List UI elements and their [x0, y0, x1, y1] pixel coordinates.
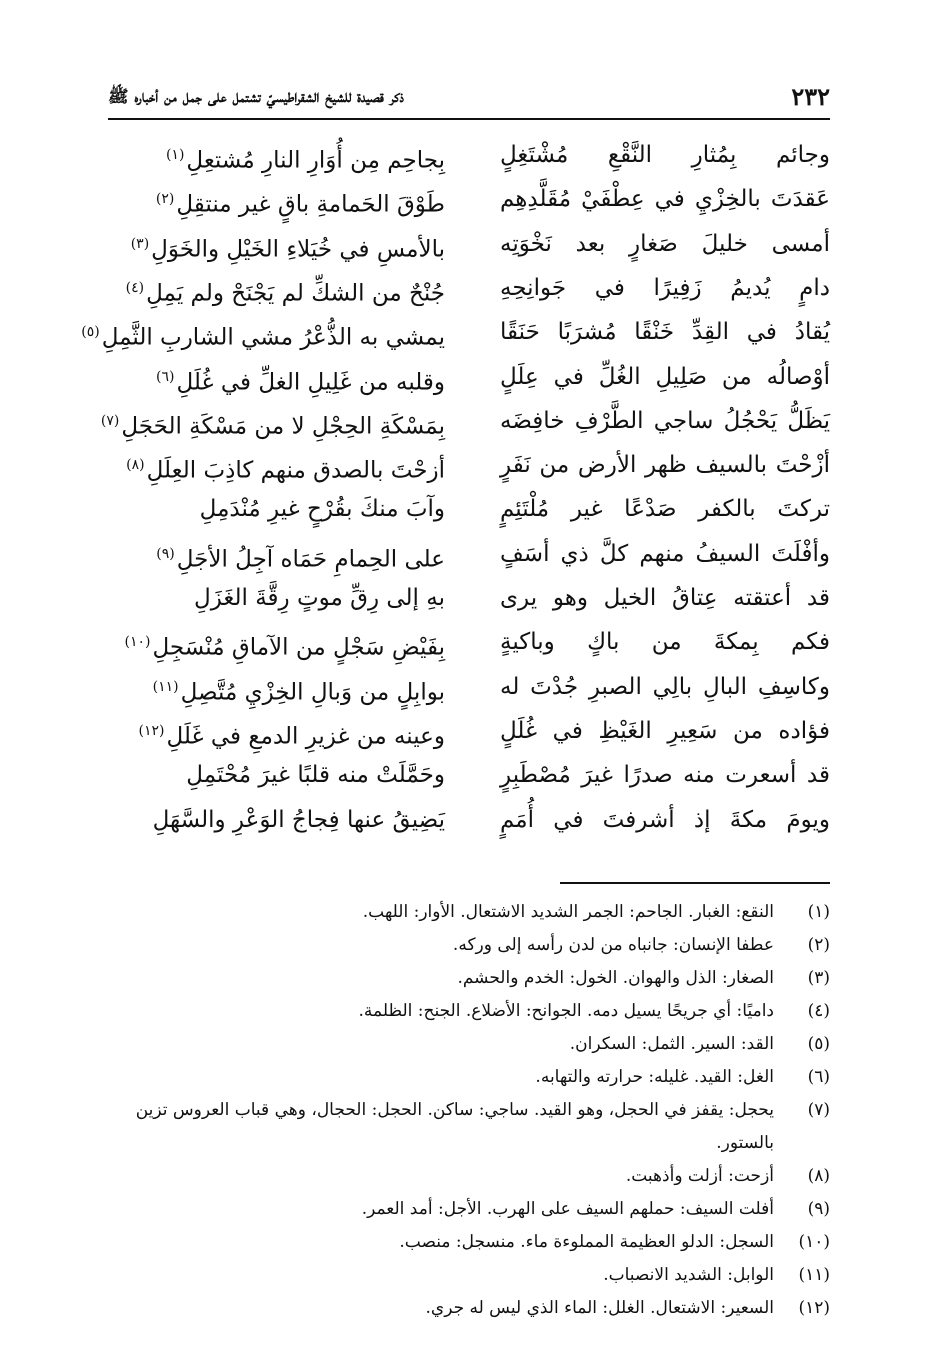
- verse-first-hemistich: قد أعتقته عِتاقُ الخيل وهو يرى: [500, 585, 830, 611]
- footnote: [86, 1226, 830, 1259]
- footnote-text: النقع: الغبار. الجاحم: الجمر الشديد الاشتعال. الأوار: اللهب.: [362, 902, 774, 922]
- verse-first-hemistich: فكم بِمكةَ من باكٍ وباكيةٍ: [500, 629, 830, 656]
- header-rule: [108, 118, 830, 120]
- footnote: [86, 1193, 830, 1226]
- footnote-marker: (١٢): [138, 722, 165, 739]
- footnote-marker: (٣): [130, 235, 150, 252]
- verse-first-hemistich: أمسى خليلَ صَغارٍ بعد نَخْوَتِه: [500, 230, 830, 257]
- verse-second-hemistich: [115, 442, 445, 488]
- footnote-number: (٤): [807, 1001, 830, 1021]
- running-head: ذكر قصيدة للشيخ الشقراطيسيّ تشتمل على جمل من أخباره ﷺ: [108, 87, 404, 107]
- hemistich-text: بِجاحِم مِن أُوَارِ النارِ مُشتعِلِ: [186, 147, 445, 174]
- footnote: [86, 1160, 830, 1193]
- verse-second-hemistich: [115, 132, 445, 178]
- verse: [118, 442, 830, 488]
- footnote-text: القد: السير. الثمل: السكران.: [569, 1034, 774, 1054]
- verse-first-hemistich: قد أسعرت منه صدرًا غيرَ مُصْطَبِرٍ: [500, 762, 830, 789]
- footnote-text: الغل: القيد. غليله: حرارته والتهابه.: [535, 1067, 774, 1087]
- verse-second-hemistich: [115, 664, 445, 710]
- footnote-text: السعير: الاشتعال. الغلل: الماء الذي ليس له جري.: [425, 1298, 774, 1318]
- hemistich-text: جُنْحٌ من الشكِّ لم يَجْنَحْ ولم يَمِلِ: [146, 280, 445, 307]
- footnote-text: الوابل: الشديد الانصباب.: [603, 1265, 774, 1285]
- footnote-number: (٩): [807, 1199, 830, 1219]
- verse-first-hemistich: دامٍ يُديمُ زَفِيرًا في جَوانِحِهِ: [500, 274, 830, 301]
- footnote: [86, 1061, 830, 1094]
- footnote-number: (١١): [798, 1265, 830, 1285]
- verse: [118, 132, 830, 178]
- footnote: [86, 962, 830, 995]
- footnote-number: (٦): [807, 1067, 830, 1087]
- verse: [118, 486, 830, 532]
- hemistich-text: طَوْقَ الحَمامةِ باقٍ غير منتقِلِ: [176, 191, 445, 218]
- verse: [118, 531, 830, 577]
- hemistich-text: بِفَيْضِ سَجْلٍ من الآماقِ مُنْسَجِلِ: [152, 634, 445, 661]
- hemistich-text: وآبَ منكَ بقُرْحٍ غيرِ مُنْدَمِلِ: [199, 496, 445, 523]
- verse-second-hemistich: [115, 531, 445, 577]
- verse: [118, 354, 830, 400]
- footnote-number: (١): [807, 902, 830, 922]
- footnote-marker: (٩): [156, 545, 175, 562]
- footnote-marker: (٦): [156, 368, 175, 385]
- hemistich-text: يمشي به الذُّعْرُ مشي الشاربِ الثَّمِلِ: [101, 324, 445, 351]
- verse: [118, 221, 830, 267]
- hemistich-text: وعينه من غزيرِ الدمعِ في غَلَلِ: [166, 723, 445, 750]
- footnote-number: (٧): [807, 1100, 830, 1120]
- verse-first-hemistich: وأفْلَتَ السيفُ منهم كلَّ ذي أسَفٍ: [500, 540, 830, 567]
- verse-second-hemistich: [115, 575, 445, 621]
- verse-first-hemistich: أوْصالُه من صَلِيلِ الغُلِّ في عِلَلٍ: [500, 363, 830, 390]
- footnote-text: عطفا الإنسان: جانباه من لدن رأسه إلى وركه.: [452, 935, 774, 955]
- verse-second-hemistich: [81, 309, 445, 355]
- verse: [118, 619, 830, 665]
- hemistich-text: وحَمَّلَتْ منه قلبًا غيرَ مُحْتَمِلِ: [186, 762, 445, 789]
- footnote-number: (٨): [807, 1166, 830, 1186]
- hemistich-text: على الحِمامِ حَمَاه آجِلُ الأجَلِ: [176, 546, 445, 573]
- footnote-text: أزحت: أزلت وأذهبت.: [625, 1166, 774, 1186]
- verse: [81, 309, 830, 355]
- verse-first-hemistich: عَقدَتَ بالخِزْيِ في عِطْفَيْ مُقَلَّدِهِم: [500, 186, 830, 213]
- footnote-text: الصغار: الذل والهوان. الخول: الخدم والحشم.: [457, 968, 774, 988]
- footnote: [86, 1292, 830, 1325]
- footnote-marker: (٢): [155, 191, 175, 208]
- footnote: [86, 995, 830, 1028]
- verse-first-hemistich: وكاسِفِ البالِ بالِي الصبرِ جُدْتَ له: [500, 673, 830, 700]
- footnote: [86, 1094, 830, 1160]
- footnote-number: (٢): [807, 935, 830, 955]
- footnote-marker: (١): [165, 147, 185, 163]
- hemistich-text: بوابِلٍ من وَبالِ الخِزْيِ مُتَّصِلِ: [180, 679, 445, 706]
- footnote-text: داميًا: أي جريحًا يسيل دمه. الجوانح: الأضلاع. الجنح: الظلمة.: [358, 1001, 774, 1021]
- hemistich-text: بهِ إلى رِقِّ موتٍ رِقَّةَ الغَزَلِ: [194, 585, 445, 611]
- verse-second-hemistich: [100, 398, 445, 444]
- verse-second-hemistich: [115, 354, 445, 400]
- footnote: [86, 1259, 830, 1292]
- page-number: ٢٣٢: [791, 82, 830, 111]
- page-header: [108, 78, 830, 118]
- footnotes: [86, 896, 830, 1325]
- verse: [118, 708, 830, 754]
- footnote-number: (١٠): [798, 1232, 830, 1252]
- hemistich-text: بالأمسِ في خُيَلاءِ الخَيْلِ والخَوَلِ: [151, 236, 445, 263]
- footnote-marker: (٤): [125, 279, 145, 296]
- verse-first-hemistich: يَظَلُّ يَحْجُلُ ساجي الطَّرْفِ خافِضَه: [500, 407, 830, 434]
- footnote-text: أفلت السيف: حملهم السيف على الهرب. الأجل: أمد العمر.: [361, 1199, 774, 1219]
- footnote-number: (١٢): [798, 1298, 830, 1318]
- verse: [118, 664, 830, 710]
- verse-second-hemistich: [115, 708, 445, 754]
- verse: [118, 265, 830, 311]
- verse-second-hemistich: [115, 619, 445, 665]
- footnote: [86, 929, 830, 962]
- verse: [100, 398, 830, 444]
- footnote-marker: (٨): [126, 457, 145, 474]
- verse-first-hemistich: تركتَ بالكفر صَدْعًا غير مُلْتَئِمٍ: [500, 496, 830, 523]
- verse-second-hemistich: [115, 486, 445, 532]
- verse-first-hemistich: يُقادُ في القِدِّ خَنْقًا مُشرَبًا حَنَقًا: [500, 319, 830, 346]
- footnote-number: (٥): [807, 1034, 830, 1054]
- verse-first-hemistich: ويومَ مكةَ إذ أشرفتَ في أُمَمٍ: [500, 806, 830, 833]
- verse: [118, 575, 830, 621]
- verse-first-hemistich: فؤاده من سَعِيرِ الغَيْظِ في غُلَلٍ: [500, 717, 830, 744]
- verse-first-hemistich: وجائم بِمُثارِ النَّقْعِ مُشْتَغِلٍ: [500, 142, 830, 168]
- footnote-text: السجل: الدلو العظيمة المملوءة ماء. منسجل: منصب.: [399, 1232, 774, 1252]
- footnote: [86, 896, 830, 929]
- verse: [118, 797, 830, 843]
- verse-second-hemistich: [115, 221, 445, 267]
- hemistich-text: يَضِيقُ عنها فِجاجُ الوَعْرِ والسَّهَلِ: [152, 806, 445, 833]
- verse: [118, 176, 830, 222]
- hemistich-text: وقلبه من غَلِيلِ الغلِّ في غُلَلِ: [176, 369, 445, 396]
- verse: [118, 752, 830, 798]
- footnote-marker: (١٠): [124, 634, 151, 651]
- footnote-rule: [560, 882, 830, 884]
- footnote-number: (٣): [807, 968, 830, 988]
- verse-second-hemistich: [115, 752, 445, 798]
- hemistich-text: أزحْتَ بالصدق منهم كاذِبَ العِلَلِ: [146, 457, 445, 484]
- poem: [81, 132, 830, 833]
- verse-second-hemistich: [115, 176, 445, 222]
- verse-second-hemistich: [115, 265, 445, 311]
- footnote-marker: (٥): [81, 324, 100, 341]
- footnote: [86, 1028, 830, 1061]
- footnote-text: يحجل: يقفز في الحجل، وهو القيد. ساجي: ساكن. الحجل: الحجال، وهي قباب العروس تزين بالستور.: [135, 1100, 774, 1153]
- verse-first-hemistich: أزْحْتَ بالسيف ظهر الأرض من نَفَرٍ: [500, 452, 830, 479]
- verse-second-hemistich: [115, 797, 445, 843]
- footnote-marker: (٧): [100, 412, 120, 429]
- hemistich-text: بِمَسْكَةِ الحِجْلِ لا من مَسْكَةِ الحَجَلِ: [121, 413, 445, 440]
- footnote-marker: (١١): [152, 678, 179, 695]
